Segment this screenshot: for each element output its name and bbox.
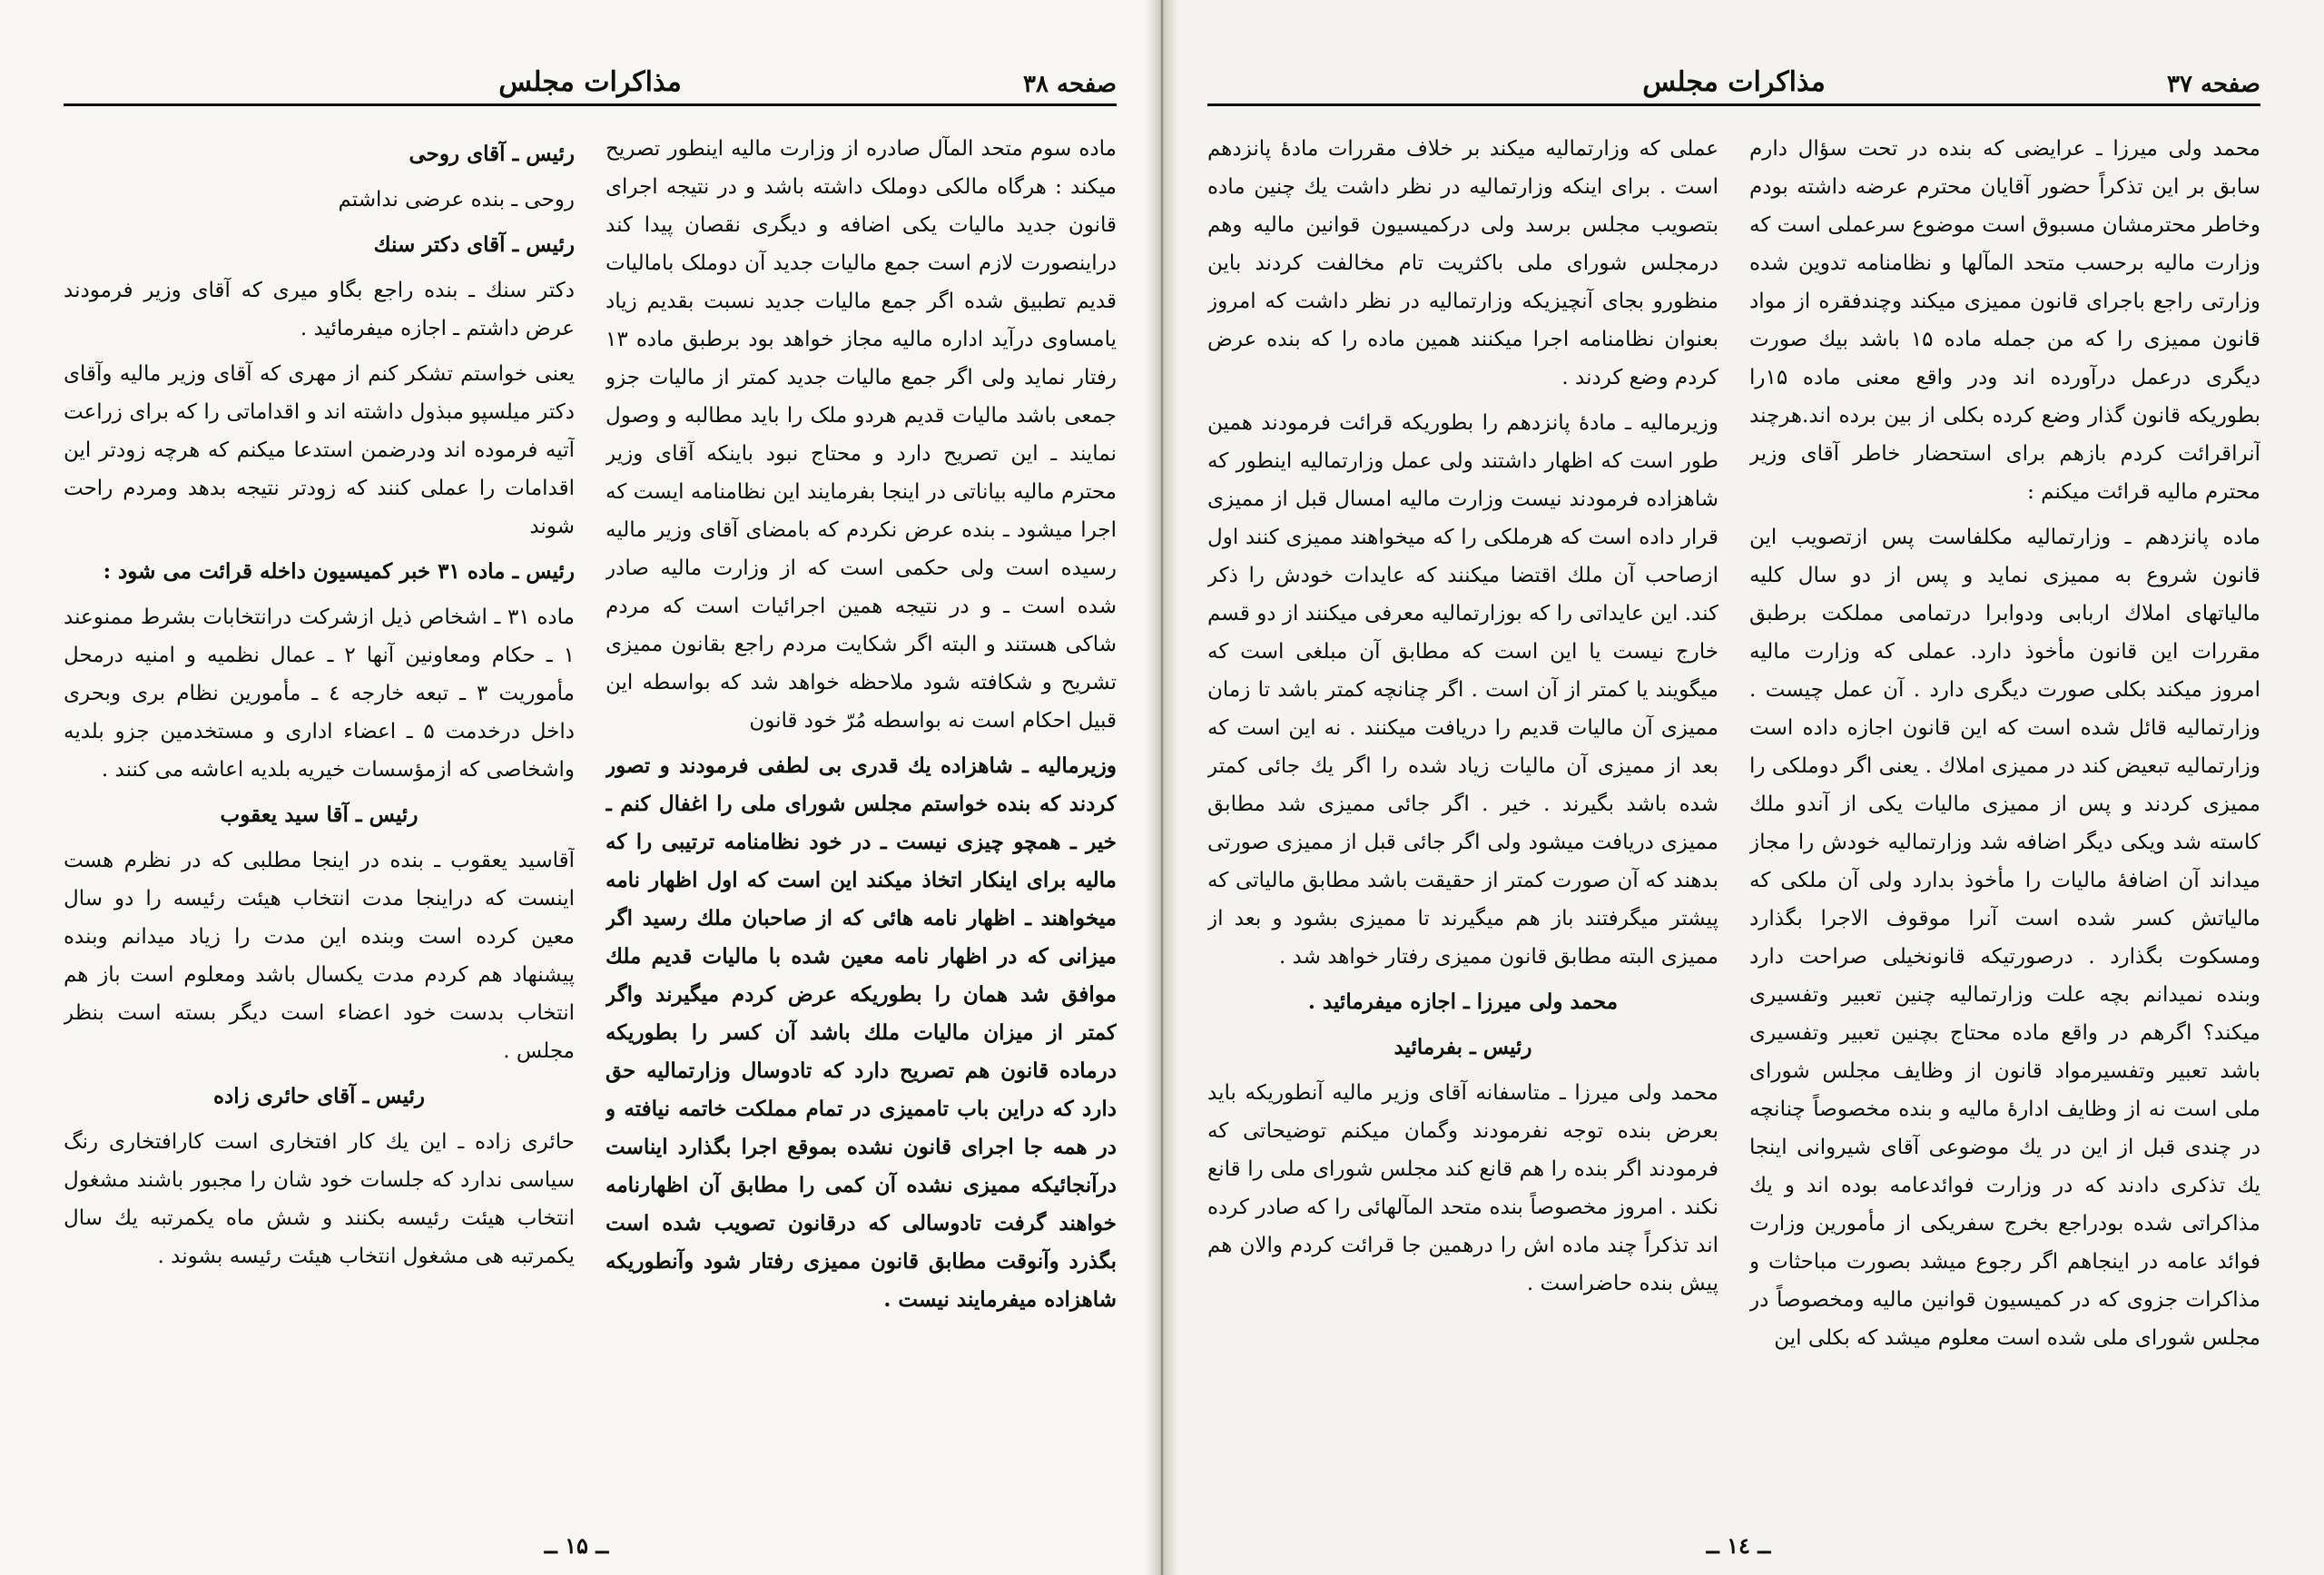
paragraph: آقاسید یعقوب ـ بنده در اینجا مطلبی که در نظرم هست اینست که دراینجا مدت انتخاب هیئت رئیسه را دو سال معین کرده است وبنده این مدت را زیاد میدانم وبنده پیشنهاد هم کردم مدت یکسال باشد ومعلوم است باز هم انتخاب بدست خود اعضاء است دیگر بسته است بنظر مجلس . — [64, 849, 575, 1063]
speaker-line: رئیس ـ آقای دکتر سنك — [373, 232, 575, 257]
right-page-right-column — [1749, 130, 2260, 1519]
right-page-number: صفحه ۳۷ — [2167, 71, 2260, 98]
right-page-columns — [1207, 130, 2260, 1519]
left-page-columns — [64, 130, 1117, 1519]
right-page-left-column — [1207, 130, 1718, 1519]
speaker-line: رئیس ـ آقا سید یعقوب — [220, 802, 419, 827]
speaker-line: رئیس ـ بفرمائید — [1393, 1035, 1532, 1059]
right-page-folio: ــ ۱٤ ــ — [1706, 1532, 1771, 1559]
paragraph: یعنی خواستم تشکر کنم از مهری که آقای وزیر مالیه وآقای دکتر میلسپو مبذول داشته اند و اقداماتی را که برای زراعت آتیه فرموده اند ودرضمن استدعا میکنم که هرچه زودتر این اقدامات را عملی کنند که زودتر نتیجه بدهد ومردم راحت شوند — [64, 362, 575, 538]
left-page-left-column — [64, 130, 575, 1519]
paragraph: محمد ولی میرزا ـ متاسفانه آقای وزیر مالیه آنطوریکه باید بعرض بنده توجه نفرمودند وگمان میکنم توضیحاتی که فرمودند اگر بنده را هم قانع کند مجلس شورای ملی را قانع نکند . امروز مخصوصاً بنده متحد المآلهائی را که صادر کرده اند تذکراً چند ماده اش را درهمین جا قرائت کردم والان هم پیش بنده حاضراست . — [1207, 1081, 1718, 1295]
left-page-header — [64, 54, 1117, 106]
paragraph: عملی که وزارتمالیه میکند بر خلاف مقررات مادهٔ پانزدهم است . برای اینکه وزارتمالیه در نظر داشت یك چنین ماده بتصویب مجلس برسد ولی درکمیسیون قوانین مالیه وهم درمجلس شورای ملی باکثریت تام مخالفت کردند باین منظورو بجای آنچیزیکه وزارتمالیه در نظر داشت که امروز بعنوان نظامنامه اجرا میکنند همین ماده را که بنده عرض کردم وضع کردند . — [1207, 137, 1718, 389]
left-page — [0, 0, 1153, 1575]
paragraph: ماده پانزدهم ـ وزارتمالیه مکلفاست پس ازتصویب این قانون شروع به ممیزی نماید و پس از دو سال کلیه مالیاتهای املاك اربابی ودوابرا درتمامی مملکت برطبق مقررات این قانون مأخوذ دارد. عملی که وزارت مالیه امروز میکند بکلی صورت دیگری دارد . آن عمل چیست . وزارتمالیه قائل شده است که این قانون اجازه داده است وزارتمالیه تبعیض کند در ممیزی املاك . یعنی اگر دوملکی را ممیزی کردند و پس از ممیزی مالیات یکی از آندو ملك کاسته شد ویکی دیگر اضافه شد وزارتمالیه خودش را مجاز میداند آن اضافهٔ مالیات را مأخوذ بدارد ولی آن ملکی که مالیاتش کسر شده است آنرا موقوف الاجرا بگذارد ومسکوت بگذارد . درصورتیکه قانونخیلی صراحت دارد وبنده نمیدانم بچه علت وزارتمالیه چنین تعبیر وتفسیری میکند؟ اگرهم در واقع ماده محتاج بچنین تعبیر وتفسیری باشد تعبیر وتفسیرمواد قانون از وظایف مجلس شورای ملی است نه از وظایف ادارهٔ مالیه و بنده مخصوصاً چنانچه در چندی قبل از این در یك موضوعی آقای شیروانی اینجا یك تذکری دادند که در وزارت فوائدعامه بوده اند و یك مذاکراتی شده بودراجع بخرج سفریکی از مأمورین وزارت فوائد عامه در اینجاهم اگر رجوع میشد بصورت مباحثات و مذاکرات جزوی که در کمیسیون قوانین مالیه ومخصوصاً در مجلس شورای ملی شده است معلوم میشد که بکلی این — [1749, 526, 2260, 1350]
paragraph: وزیرمالیه ـ شاهزاده یك قدری بی لطفی فرمودند و تصور کردند که بنده خواستم مجلس شورای ملی را اغفال کنم ـ خیر ـ همچو چیزی نیست ـ در خود نظامنامه ترتیبی را که مالیه برای اینکار اتخاذ میکند این است که اول اظهار نامه میخواهند ـ اظهار نامه هائی که از صاحبان ملك رسید اگر میزانی که در اظهار نامه معین شده با مالیات قدیم ملك موافق شد همان را بطوریکه عرض کردم میگیرند واگر کمتر از میزان مالیات ملك باشد آن کسر را بطوریکه درماده قانون هم تصریح دارد که تادوسال وزارتمالیه حق دارد که دراین باب تاممیزی در تمام مملکت خاتمه نیافته و در همه جا اجرای قانون نشده بموقع اجرا بگذارد ایناست درآنجائیکه ممیزی نشده آن کمی را مطابق آن اظهارنامه خواهند گرفت تادوسالی که درقانون تصویب شده است بگذرد وآنوقت مطابق قانون ممیزی رفتار شود وآنطوریکه شاهزاده میفرمایند نیست . — [606, 753, 1117, 1312]
paragraph: وزیرمالیه ـ مادهٔ پانزدهم را بطوریکه قرائت فرمودند همین طور است که اظهار داشتند ولی عمل وزارتمالیه اینطور که شاهزاده فرمودند نیست وزارت مالیه امسال قبل از ممیزی قرار داده است که هرملکی را که میخواهند ممیزی کنند اول ازصاحب آن ملك اقتضا میکنند که عایدات خودش را ذکر کند. این عایداتی را که بوزارتمالیه معرفی میکنند از دو قسم خارج نیست یا این است که مطابق آن مبلغی است که میگویند یا کمتر از آن است . اگر چنانچه کمتر باشد تا زمان ممیزی آن مالیات قدیم را دریافت میکنند . نه این است که بعد از ممیزی آن مالیات زیاد شده را اگر یك جائی کمتر شده باشد بگیرند . خیر . اگر جائی ممیزی شد مطابق ممیزی دریافت میشود ولی اگر جائی قبل از ممیزی صورتی بدهند که آن صورت کمتر از حقیقت باشد مطابق مالیاتی که پیشتر میگرفتند باز هم میگیرند تا ممیزی بشود و بعد از ممیزی البته مطابق قانون ممیزی رفتار خواهد شد . — [1207, 411, 1718, 969]
paragraph: دکتر سنك ـ بنده راجع بگاو میری که آقای وزیر فرمودند عرض داشتم ـ اجازه میفرمائید . — [64, 279, 575, 340]
right-page-header — [1207, 54, 2260, 106]
left-page-folio: ــ ۱۵ ــ — [544, 1532, 609, 1559]
book-gutter — [1146, 0, 1178, 1575]
paragraph: ماده ۳۱ ـ اشخاص ذیل ازشرکت درانتخابات بشرط ممنوعند ۱ ـ حکام ومعاونین آنها ۲ ـ عمال نظمیه و امنیه درمحل مأموریت ۳ ـ تبعه خارجه ٤ ـ مأمورین نظام بری وبحری داخل درخدمت ۵ ـ اعضاء اداری و مستخدمین جزو بلدیه واشخاصی که ازمؤسسات خیریه بلدیه اعاشه می کنند . — [64, 605, 575, 782]
left-page-number: صفحه ۳۸ — [1023, 71, 1117, 98]
paragraph: روحی ـ بنده عرضی نداشتم — [338, 188, 575, 212]
right-page-title: مذاکرات مجلس — [1642, 66, 1826, 98]
speaker-line: رئیس ـ ماده ۳۱ خبر کمیسیون داخله قرائت می شود : — [103, 559, 575, 584]
paragraph: ماده سوم متحد المآل صادره از وزارت مالیه اینطور تصریح میکند : هرگاه مالکی دوملک داشته باشد و در نتیجه اجرای قانون جدید مالیات یکی اضافه و دیگری نقصان پیدا کند دراینصورت لازم است جمع مالیات جدید آن دوملک بامالیات قدیم تطبیق شده اگر جمع مالیات جدید نسبت بقدیم زیاد یامساوی درآید اداره مالیه مجاز خواهد بود برطبق ماده ۱۳ رفتار نماید ولی اگر جمع مالیات جدید کمتر از مالیات جزو جمعی باشد مالیات قدیم هردو ملک را باید مطالبه و وصول نمایند ـ این تصریح دارد و محتاج نبود باینکه آقای وزیر محترم مالیه بیاناتی در اینجا بفرمایند این نظامنامه ایست که اجرا میشود ـ بنده عرض نکردم که بامضای آقای وزیر مالیه رسیده است ولی حکمی است که از وزارت مالیه صادر شده است ـ و در نتیجه همین اجرائیات است که مردم شاکی هستند و البته اگر شکایت مردم راجع بقانون ممیزی تشریح و شکافته شود ملاحظه خواهد شد که بواسطه این قبیل احکام است نه بواسطه مُرّ خود قانون — [606, 137, 1117, 733]
paragraph: محمد ولی میرزا ـ عرایضی که بنده در تحت سؤال دارم سابق بر این تذکراً حضور آقایان محترم عرضه داشته بودم وخاطر محترمشان مسبوق است موضوع سرعملی است که وزارت مالیه برحسب متحد المآلها و نظامنامه تدوین شده وزارتی راجع باجرای قانون ممیزی میکند وچندفقره از مواد قانون ممیزی را که من جمله ماده ۱۵ باشد بیك صورت دیگری درعمل درآورده اند ودر واقع معنی ماده ۱۵را بطوریکه قانون گذار وضع کرده بکلی از بین برده اند.هرچند آنراقرائت کردم بازهم برای استحضار خاطر آقای وزیر محترم مالیه قرائت میکنم : — [1749, 137, 2260, 504]
right-page — [1153, 0, 2324, 1575]
paragraph: حائری زاده ـ این یك کار افتخاری است کارافتخاری رنگ سیاسی ندارد که جلسات خود شان را مجبور باشند مشغول انتخاب هیئت رئیسه بکنند و شش ماه یکمرتبه یك سال یکمرتبه هی مشغول انتخاب هیئت رئیسه بشوند . — [64, 1130, 575, 1268]
speaker-line: محمد ولی میرزا ـ اجازه میفرمائید . — [1307, 989, 1619, 1014]
left-page-right-column — [606, 130, 1117, 1519]
speaker-line: رئیس ـ آقای روحی — [409, 142, 575, 166]
speaker-line: رئیس ـ آقای حائری زاده — [212, 1084, 426, 1108]
left-page-title: مذاکرات مجلس — [498, 66, 682, 98]
